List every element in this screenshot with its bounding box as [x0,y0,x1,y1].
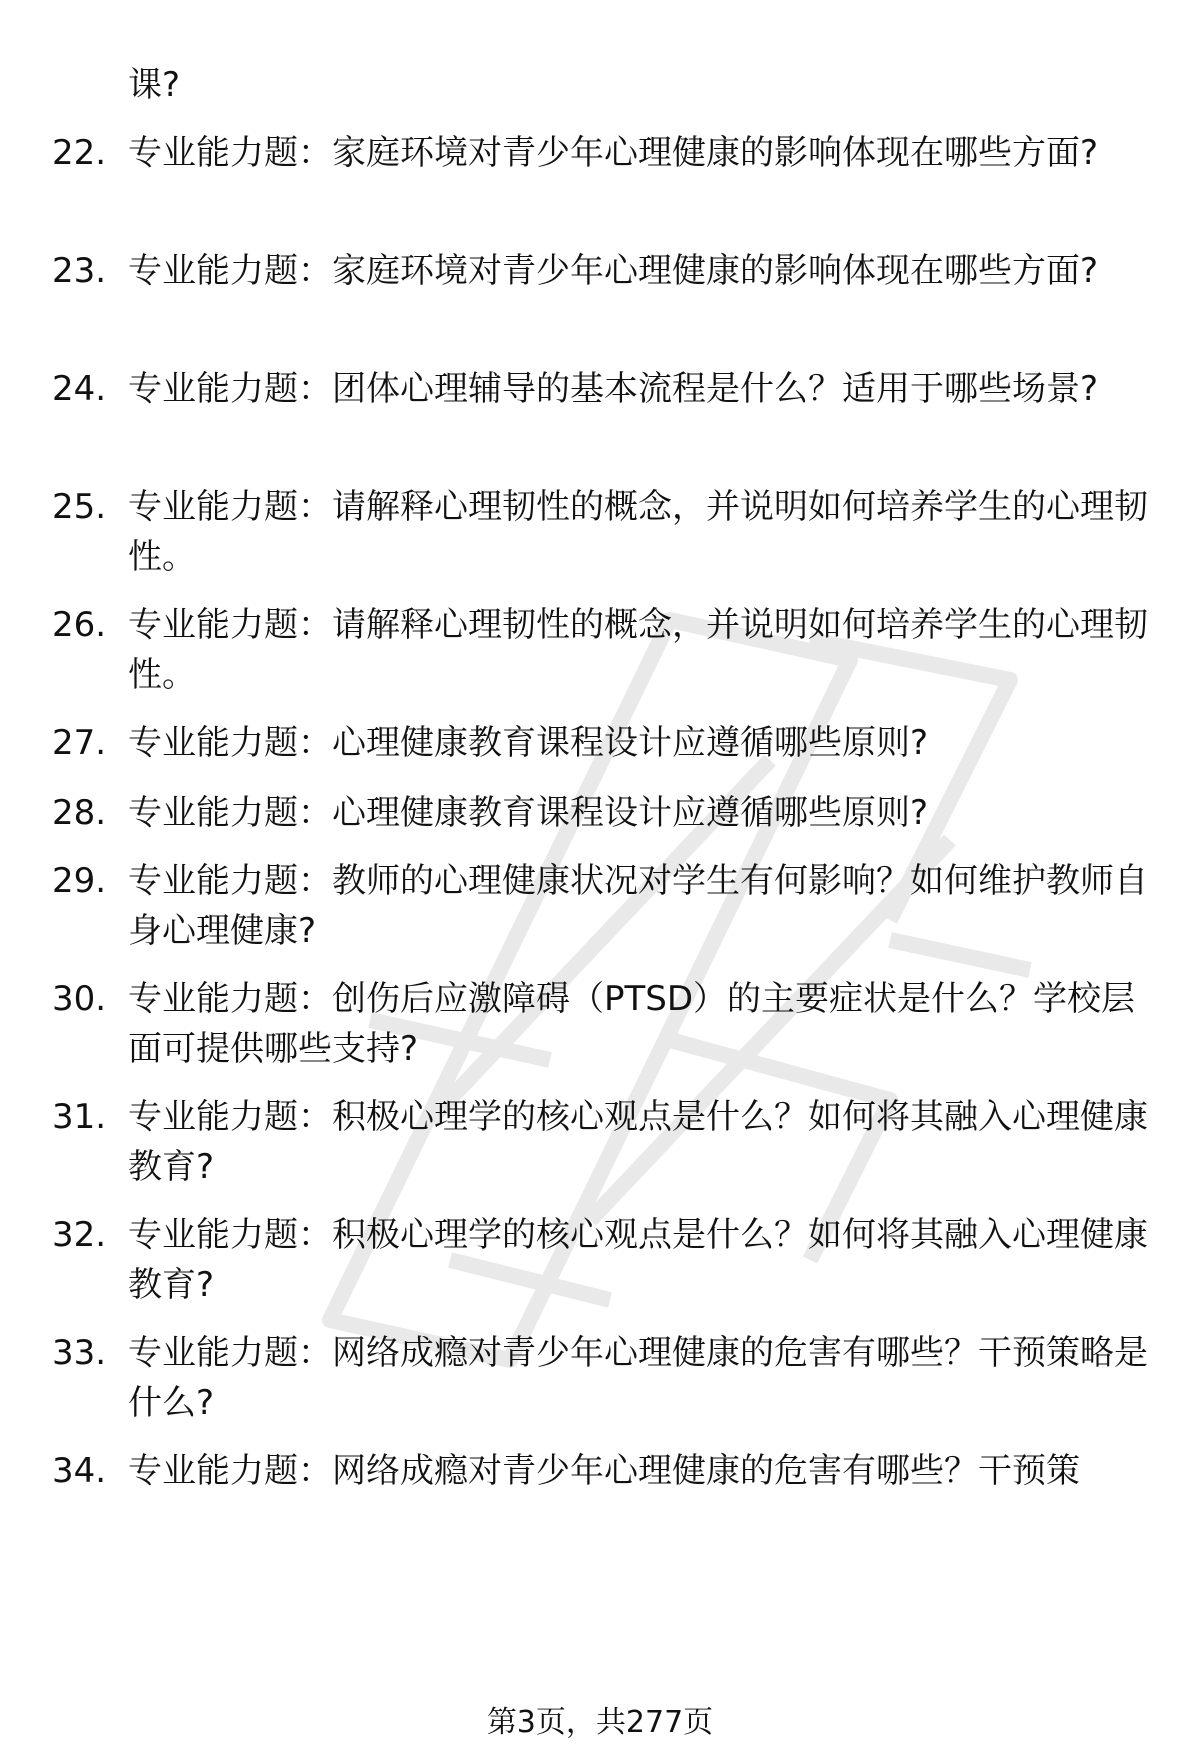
question-number: 22. [52,133,107,173]
question-number: 30. [52,979,107,1019]
question-text: 专业能力题：家庭环境对青少年心理健康的影响体现在哪些方面? [128,133,1099,173]
question-text: 专业能力题：心理健康教育课程设计应遵循哪些原则? [128,723,929,763]
question-text: 专业能力题：请解释心理韧性的概念，并说明如何培养学生的心理韧性。 [128,605,1148,695]
question-text: 专业能力题：创伤后应激障碍（PTSD）的主要症状是什么？学校层面可提供哪些支持? [128,979,1136,1069]
question-number: 32. [52,1215,107,1255]
question-text: 专业能力题：积极心理学的核心观点是什么？如何将其融入心理健康教育? [128,1215,1148,1305]
question-number: 31. [52,1097,107,1137]
question-number: 27. [52,723,107,763]
question-number: 34. [52,1451,107,1491]
question-number: 29. [52,861,107,901]
question-number: 24. [52,369,107,409]
question-text: 专业能力题：网络成瘾对青少年心理健康的危害有哪些？干预策 [128,1451,1080,1491]
question-number: 23. [52,251,107,291]
question-text: 专业能力题：网络成瘾对青少年心理健康的危害有哪些？干预策略是什么? [128,1333,1148,1423]
question-text: 专业能力题：心理健康教育课程设计应遵循哪些原则? [128,793,929,833]
question-text: 专业能力题：请解释心理韧性的概念，并说明如何培养学生的心理韧性。 [128,487,1148,577]
question-text: 专业能力题：团体心理辅导的基本流程是什么？适用于哪些场景? [128,369,1099,409]
question-number: 28. [52,793,107,833]
question-number: 25. [52,487,107,527]
question-text: 专业能力题：家庭环境对青少年心理健康的影响体现在哪些方面? [128,251,1099,291]
continued-question-text: 课? [128,65,181,105]
question-number: 26. [52,605,107,645]
question-text: 专业能力题：教师的心理健康状况对学生有何影响？如何维护教师自身心理健康? [128,861,1148,951]
question-text: 专业能力题：积极心理学的核心观点是什么？如何将其融入心理健康教育? [128,1097,1148,1187]
page-footer: 第3页，共277页 [486,1705,714,1740]
question-number: 33. [52,1333,107,1373]
